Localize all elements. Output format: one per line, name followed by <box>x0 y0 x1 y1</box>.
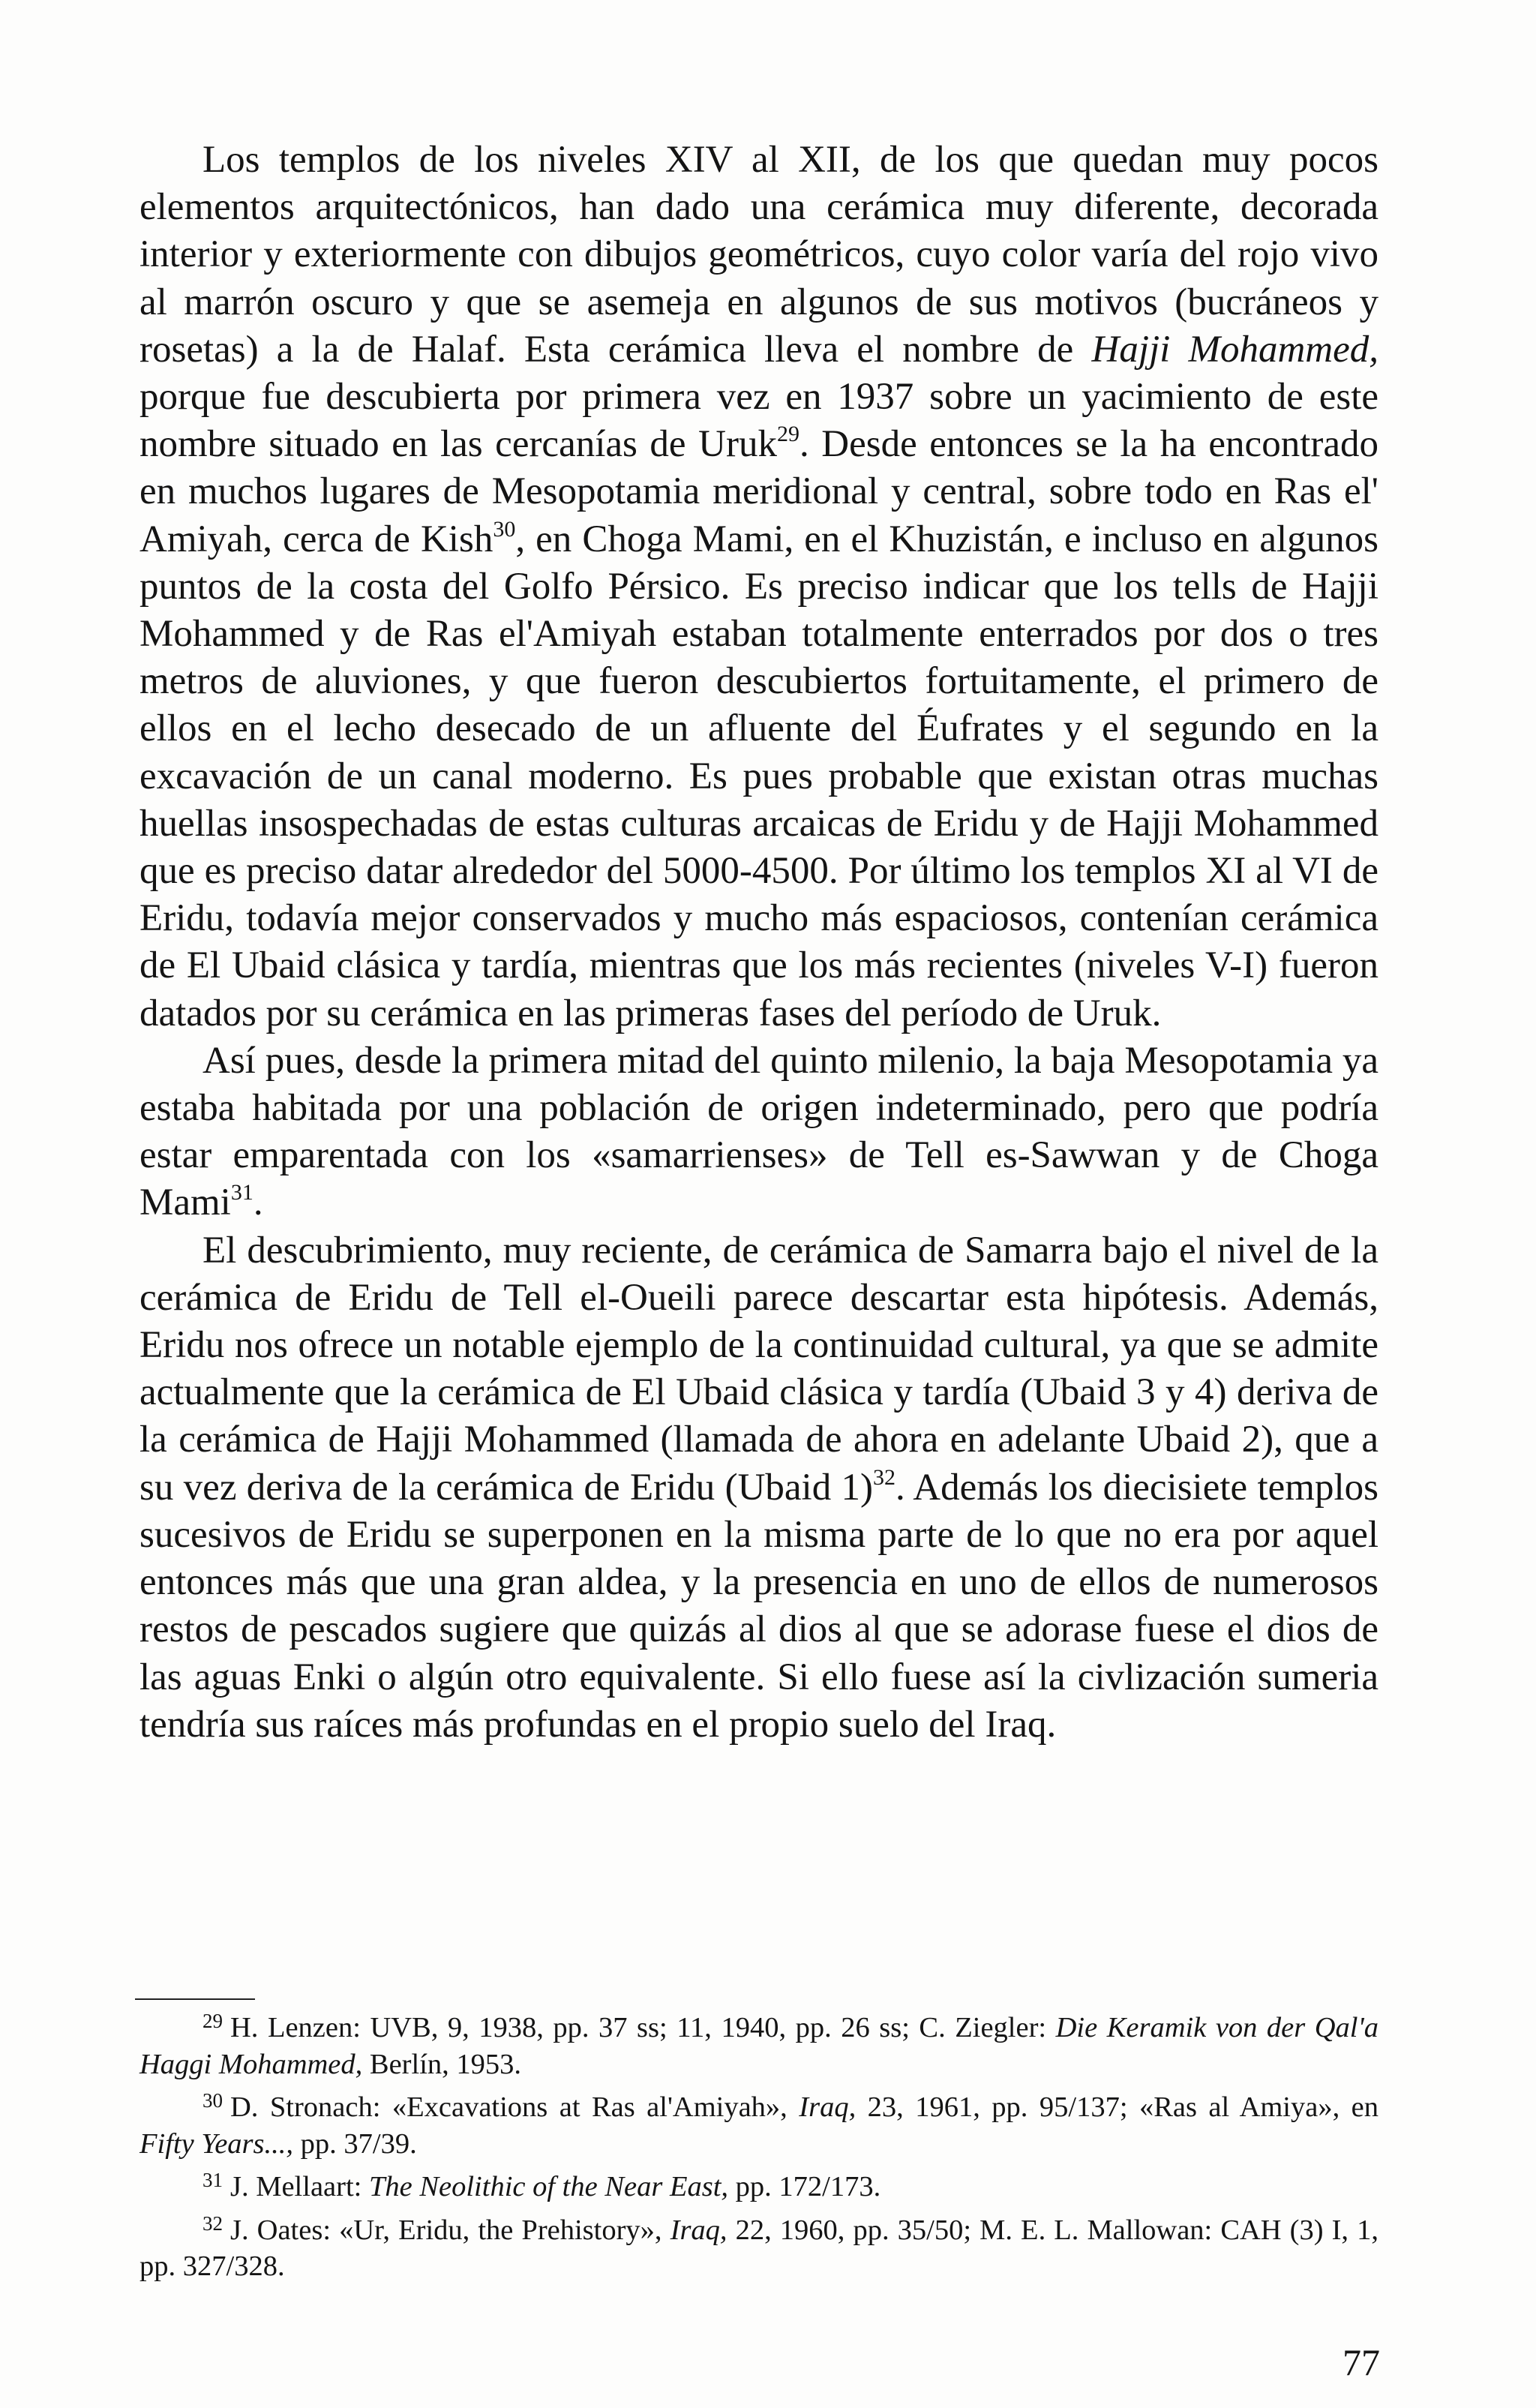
footnote-number: 32 <box>202 2211 223 2235</box>
footnote-text: J. Oates: «Ur, Eridu, the Prehistory», <box>230 2214 670 2246</box>
footnote-italic-title: Die Keramik von der Qal'a Haggi Mohammed, <box>140 2012 1378 2080</box>
page-number: 77 <box>1342 2341 1380 2383</box>
footnote-text: D. Stronach: «Excavations at Ras al'Amiyah», <box>230 2091 800 2123</box>
footnote-ref-31: 31 <box>230 1180 254 1206</box>
paragraph-1-text-c: . Desde entonces se la ha encontrado en muchos lugares de Mesopotamia meridional y central, sobre todo en Ras el' Amiyah, cerca de Kish <box>140 423 1378 560</box>
footnote-text: H. Lenzen: UVB, 9, 1938, pp. 37 ss; 11, 1940, pp. 26 ss; C. Ziegler: <box>230 2012 1056 2043</box>
footnote-31 <box>140 2162 1378 2205</box>
footnote-29 <box>140 2003 1378 2082</box>
paragraph-3-text-a: El descubrimiento, muy reciente, de cerámica de Samarra bajo el nivel de la cerámica de Eridu de Tell el-Oueili parece descartar esta hipótesis. Además, Eridu nos ofrece un notable ejemplo de la continuidad cultural, ya que se admite actualmente que la cerámica de El Ubaid clásica y tardía (Ubaid 3 y 4) deriva de la cerámica de Hajji Mohammed (llamada de ahora en adelante Ubaid 2), que a su vez deriva de la cerámica de Eridu (Ubaid 1) <box>140 1229 1378 1509</box>
footnote-text: 23, 1961, pp. 95/137; «Ras al Amiya», en <box>856 2091 1378 2123</box>
footnote-italic-title: Iraq, <box>799 2091 856 2123</box>
footnote-divider <box>135 1998 255 2000</box>
footnote-text: pp. 37/39. <box>293 2127 417 2160</box>
footnote-italic-title: Iraq, <box>670 2214 728 2246</box>
paragraph-2 <box>140 1037 1378 1227</box>
footnote-ref-29: 29 <box>776 422 800 447</box>
paragraph-2-text-a: Así pues, desde la primera mitad del quinto milenio, la baja Mesopotamia ya estaba habitada por una población de origen indeterminado, pero que podría estar emparentada con los «samarrienses» de Tell es-Sawwan y de Choga Mami <box>140 1039 1378 1224</box>
footnote-text: 22, 1960, pp. 35/50; M. E. L. Mallowan: CAH (3) I, 1, pp. 327/328. <box>140 2214 1378 2282</box>
footnote-30 <box>140 2082 1378 2162</box>
footnote-number: 31 <box>202 2169 223 2191</box>
paragraph-1-text-a: Los templos de los niveles XIV al XII, de los que quedan muy pocos elementos arquitectónicos, han dado una cerámica muy diferente, decorada interior y exteriormente con dibujos geométricos, cuyo color varía del rojo vivo al marrón oscuro y que se asemeja en algunos de sus motivos (bucráneos y rosetas) a la de Halaf. Esta cerámica lleva el nombre de <box>140 139 1378 371</box>
footnote-text: Berlín, 1953. <box>362 2048 522 2080</box>
footnote-32 <box>140 2205 1378 2285</box>
paragraph-3 <box>140 1227 1378 1749</box>
footnote-text: J. Mellaart: <box>230 2171 369 2202</box>
main-text <box>140 137 1378 1749</box>
footnote-text: pp. 172/173. <box>728 2171 881 2202</box>
footnote-number: 30 <box>202 2089 223 2112</box>
paragraph-1 <box>140 137 1378 1037</box>
footnote-ref-32: 32 <box>873 1464 896 1490</box>
paragraph-1-text-b: porque fue descubierta por primera vez en 1937 sobre un yacimiento de este nombre situado en las cercanías de Uruk <box>140 376 1378 466</box>
footnotes <box>140 2003 1378 2285</box>
footnote-ref-30: 30 <box>493 516 516 542</box>
paragraph-1-text-d: , en Choga Mami, en el Khuzistán, e incluso en algunos puntos de la costa del Golfo Pérsico. Es preciso indicar que los tells de Hajji Mohammed y de Ras el'Amiyah estaban totalmente enterrados por dos o tres metros de aluviones, y que fueron descubiertos fortuitamente, el primero de ellos en el lecho desecado de un afluente del Éufrates y el segundo en la excavación de un canal moderno. Es pues probable que existan otras muchas huellas insospechadas de estas culturas arcaicas de Eridu y de Hajji Mohammed que es preciso datar alrededor del 5000-4500. Por último los templos XI al VI de Eridu, todavía mejor conservados y mucho más espaciosos, contenían cerámica de El Ubaid clásica y tardía, mientras que los más recientes (niveles V-I) fueron datados por su cerámica en las primeras fases del período de Uruk. <box>140 518 1378 1034</box>
paragraph-2-text-b: . <box>253 1181 263 1224</box>
footnote-italic-title: The Neolithic of the Near East, <box>368 2171 729 2202</box>
footnote-number: 29 <box>202 2010 223 2032</box>
footnote-italic-title: Fifty Years..., <box>140 2127 294 2160</box>
site-name-italic: Hajji Mohammed, <box>1091 328 1379 371</box>
paragraph-3-text-b: . Además los diecisiete templos sucesivos de Eridu se superponen en la misma parte de lo que no era por aquel entonces más que una gran aldea, y la presencia en uno de ellos de numerosos restos de pescados sugiere que quizás al dios al que se adorase fuese el dios de las aguas Enki o algún otro equivalente. Si ello fuese así la civlización sumeria tendría sus raíces más profundas en el propio suelo del Iraq. <box>140 1466 1378 1746</box>
